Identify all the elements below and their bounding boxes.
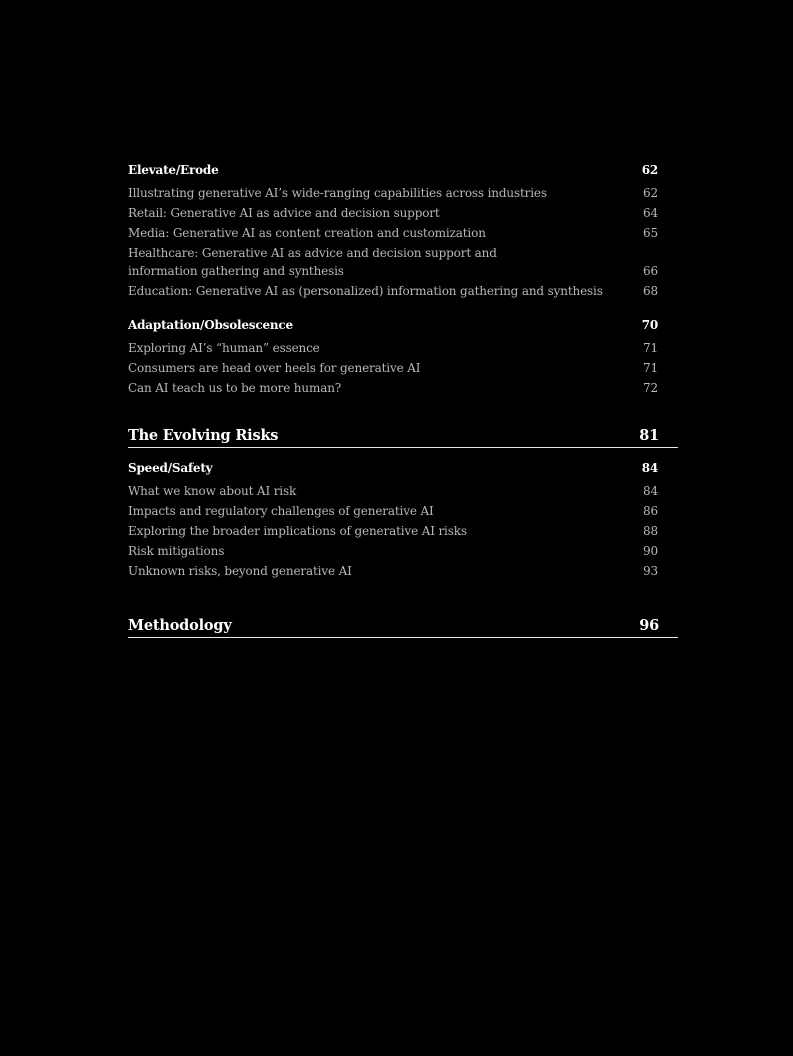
toc-page-number: 71 <box>643 341 658 355</box>
toc-item[interactable] <box>128 204 658 222</box>
table-of-contents <box>128 160 678 638</box>
toc-item[interactable] <box>128 502 658 520</box>
toc-page-number: 81 <box>639 427 659 444</box>
toc-page-number: 88 <box>643 524 658 538</box>
toc-item[interactable] <box>128 224 658 242</box>
toc-subheading-title: Elevate/Erode <box>128 163 219 177</box>
toc-page-number: 68 <box>643 284 658 298</box>
toc-item[interactable] <box>128 359 658 377</box>
spacer <box>128 397 678 426</box>
toc-subheading[interactable] <box>128 458 658 478</box>
toc-group-speed-safety <box>128 458 678 580</box>
toc-item-title <box>128 244 497 280</box>
toc-subheading[interactable] <box>128 160 658 180</box>
toc-page-number: 64 <box>643 206 658 220</box>
toc-page-number: 62 <box>641 163 658 177</box>
toc-item-title-line: information gathering and synthesis <box>128 264 344 278</box>
toc-section-title: The Evolving Risks <box>128 427 279 444</box>
toc-page-number: 84 <box>643 484 658 498</box>
toc-section-title: Methodology <box>128 617 232 634</box>
toc-item[interactable] <box>128 379 658 397</box>
toc-item[interactable] <box>128 282 658 300</box>
spacer <box>128 448 678 458</box>
toc-page-number: 66 <box>643 264 658 278</box>
toc-item-title: Consumers are head over heels for generative AI <box>128 361 421 375</box>
toc-item-title: Retail: Generative AI as advice and decision support <box>128 206 440 220</box>
toc-page-number: 72 <box>643 381 658 395</box>
toc-item[interactable] <box>128 562 658 580</box>
toc-page-number: 96 <box>639 617 659 634</box>
toc-group-adaptation-obsolescence <box>128 315 678 397</box>
toc-page-number: 62 <box>643 186 658 200</box>
toc-item[interactable] <box>128 522 658 540</box>
spacer <box>128 300 678 315</box>
toc-item[interactable] <box>128 244 658 280</box>
toc-item[interactable] <box>128 482 658 500</box>
toc-page-number: 84 <box>641 461 658 475</box>
toc-group-elevate-erode <box>128 160 678 300</box>
toc-item-title: Impacts and regulatory challenges of generative AI <box>128 504 434 518</box>
toc-page-number: 86 <box>643 504 658 518</box>
toc-item-title: Exploring AI’s “human” essence <box>128 341 320 355</box>
toc-item-title: Education: Generative AI as (personalized) information gathering and synthesis <box>128 284 603 298</box>
toc-item-title: Can AI teach us to be more human? <box>128 381 342 395</box>
spacer <box>128 580 678 616</box>
toc-section-heading[interactable] <box>128 426 678 448</box>
toc-item-title: Exploring the broader implications of generative AI risks <box>128 524 467 538</box>
toc-page-number: 65 <box>643 226 658 240</box>
toc-item-title: Risk mitigations <box>128 544 225 558</box>
toc-item[interactable] <box>128 542 658 560</box>
toc-section-heading[interactable] <box>128 616 678 638</box>
toc-page-number: 70 <box>641 318 658 332</box>
toc-page-number: 93 <box>643 564 658 578</box>
toc-page-number: 71 <box>643 361 658 375</box>
toc-page-number: 90 <box>643 544 658 558</box>
toc-item[interactable] <box>128 339 658 357</box>
toc-item-title: Illustrating generative AI’s wide-ranging capabilities across industries <box>128 186 547 200</box>
toc-subheading-title: Adaptation/Obsolescence <box>128 318 293 332</box>
toc-item-title: Media: Generative AI as content creation and customization <box>128 226 486 240</box>
toc-item-title-line: Healthcare: Generative AI as advice and decision support and <box>128 246 497 260</box>
toc-item-title: Unknown risks, beyond generative AI <box>128 564 352 578</box>
toc-item-title: What we know about AI risk <box>128 484 297 498</box>
toc-subheading[interactable] <box>128 315 658 335</box>
toc-item[interactable] <box>128 184 658 202</box>
toc-subheading-title: Speed/Safety <box>128 461 213 475</box>
